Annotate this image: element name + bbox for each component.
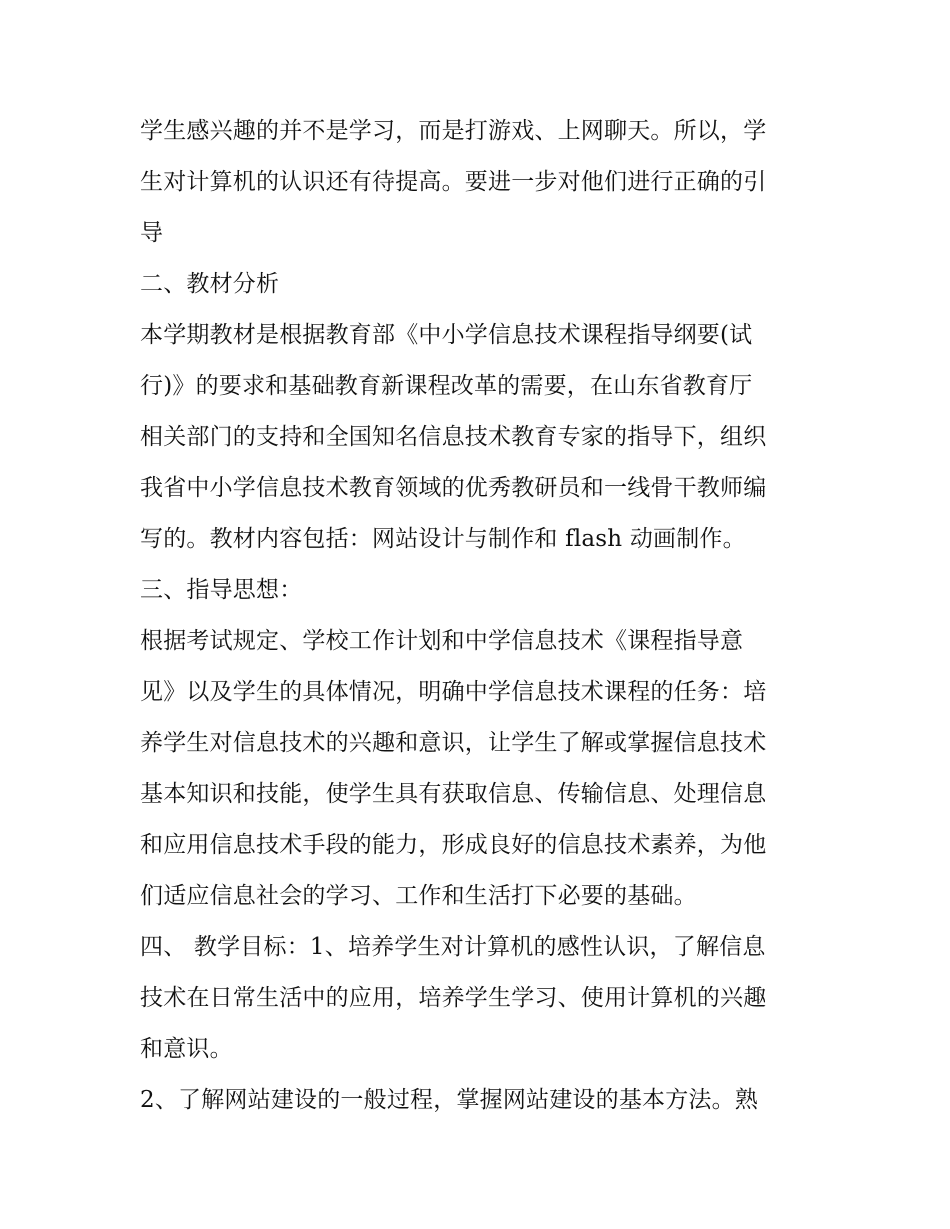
section-heading-textbook-analysis: 二、教材分析 [140, 271, 280, 297]
text-line: 我省中小学信息技术教育领域的优秀教研员和一线骨干教师编 [140, 475, 767, 501]
text-line: 见》以及学生的具体情况，明确中学信息技术课程的任务：培 [140, 679, 767, 705]
text-line: 导 [140, 220, 164, 246]
text-line: 写的。教材内容包括：网站设计与制作和 flash 动画制作。 [140, 526, 746, 552]
text-line: 根据考试规定、学校工作计划和中学信息技术《课程指导意 [140, 628, 744, 654]
text-line: 2、了解网站建设的一般过程，掌握网站建设的基本方法。熟 [140, 1087, 759, 1113]
text-line: 们适应信息社会的学习、工作和生活打下必要的基础。 [140, 883, 697, 909]
text-line: 养学生对信息技术的兴趣和意识，让学生了解或掌握信息技术 [140, 730, 767, 756]
text-line: 行)》的要求和基础教育新课程改革的需要，在山东省教育厅 [140, 373, 753, 399]
text-line: 生对计算机的认识还有待提高。要进一步对他们进行正确的引 [140, 169, 767, 195]
text-line: 学生感兴趣的并不是学习，而是打游戏、上网聊天。所以，学 [140, 118, 767, 144]
text-line: 基本知识和技能，使学生具有获取信息、传输信息、处理信息 [140, 781, 767, 807]
text-line: 技术在日常生活中的应用，培养学生学习、使用计算机的兴趣 [140, 985, 767, 1011]
section-heading-guiding-ideology: 三、指导思想： [140, 577, 303, 603]
text-line: 相关部门的支持和全国知名信息技术教育专家的指导下，组织 [140, 424, 767, 450]
section-heading-teaching-goals: 四、 教学目标：1、培养学生对计算机的感性认识，了解信息 [140, 934, 766, 960]
text-line: 和应用信息技术手段的能力，形成良好的信息技术素养，为他 [140, 832, 767, 858]
text-line: 本学期教材是根据教育部《中小学信息技术课程指导纲要(试 [140, 322, 753, 348]
text-line: 和意识。 [140, 1036, 233, 1062]
